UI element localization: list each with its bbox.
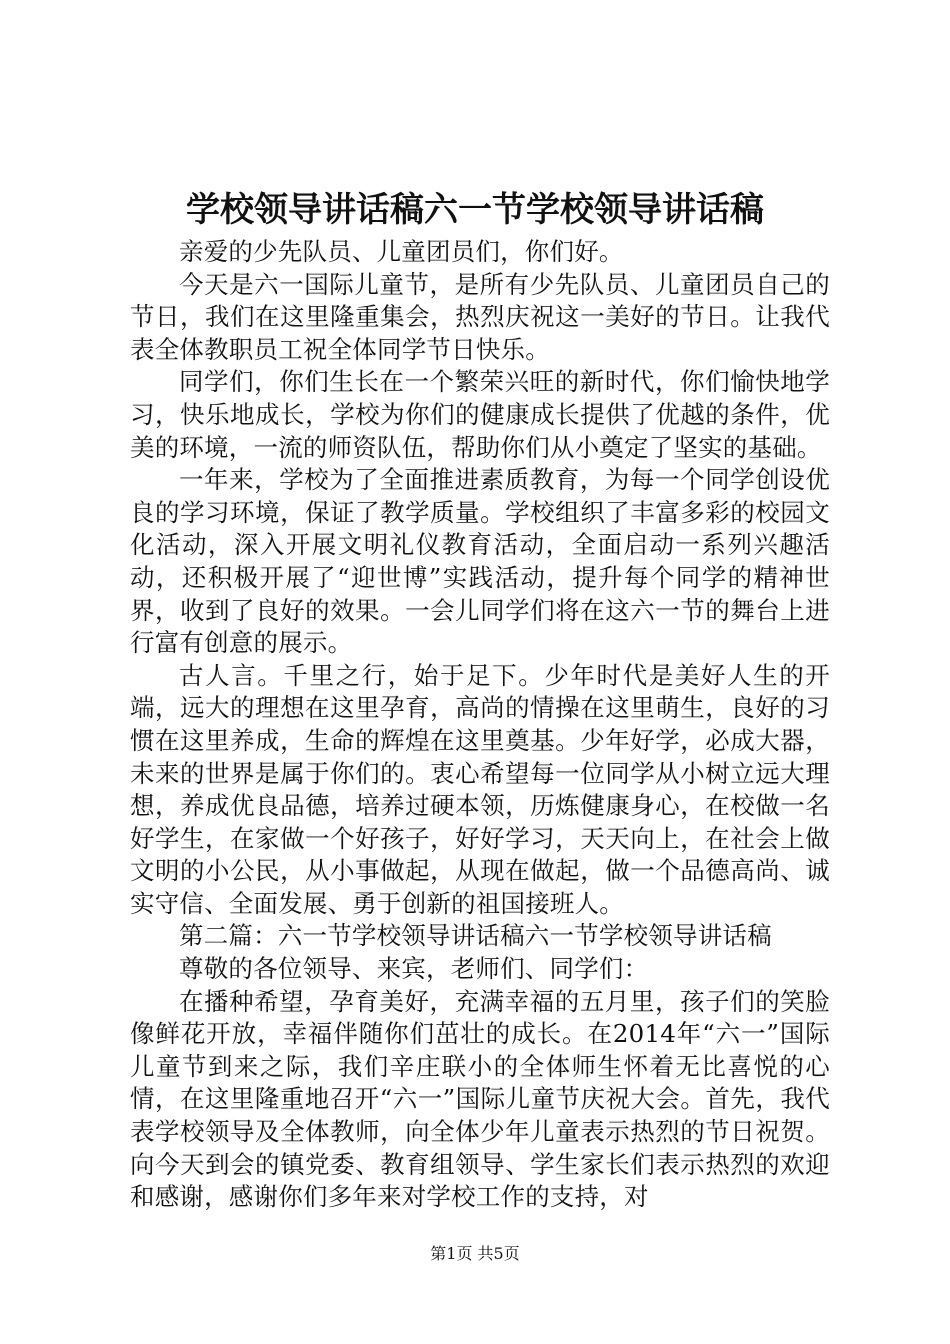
paragraph-ancient-saying: 古人言。千里之行，始于足下。少年时代是美好人生的开端，远大的理想在这里孕育，高尚的情操在这里萌生，良好的习惯在这里养成，生命的辉煌在这里奠基。少年好学，必成大器，未来的世界是属于你们的。衷心希望每一位同学从小树立远大理想，养成优良品德，培养过硬本领，历炼健康身心，在校做一名好学生，在家做一个好孩子，好好学习，天天向上，在社会上做文明的小公民，从小事做起，从现在做起，做一个品德高尚、诚实守信、全面发展、勇于创新的祖国接班人。 [130,660,830,918]
paragraph-may-hope: 在播种希望，孕育美好，充满幸福的五月里，孩子们的笑脸像鲜花开放，幸福伴随你们茁壮的成长。在2014年“六一”国际儿童节到来之际，我们辛庄联小的全体师生怀着无比喜悦的心情，在这里隆重地召开“六一”国际儿童节庆祝大会。首先，我代表学校领导及全体教师，向全体少年儿童表示热烈的节日祝贺。向今天到会的镇党委、教育组领导、学生家长们表示热烈的欢迎和感谢，感谢你们多年来对学校工作的支持，对 [130,986,830,1212]
document-body [130,236,830,1214]
section-heading-second: 第二篇：六一节学校领导讲话稿六一节学校领导讲话稿 [179,921,772,951]
paragraph-new-era: 同学们，你们生长在一个繁荣兴旺的新时代，你们愉快地学习，快乐地成长，学校为你们的健康成长提供了优越的条件，优美的环境，一流的师资队伍，帮助你们从小奠定了坚实的基础。 [130,367,830,462]
paragraph-childrens-day: 今天是六一国际儿童节，是所有少先队员、儿童团员自己的节日，我们在这里隆重集会，热烈庆祝这一美好的节日。让我代表全体教职员工祝全体同学节日快乐。 [130,269,830,364]
paragraph-school-year: 一年来，学校为了全面推进素质教育，为每一个同学创设优良的学习环境，保证了教学质量。学校组织了丰富多彩的校园文化活动，深入开展文明礼仪教育活动，全面启动一系列兴趣活动，还积极开展了“迎世博”实践活动，提升每个同学的精神世界，收到了良好的效果。一会儿同学们将在这六一节的舞台上进行富有创意的展示。 [130,465,830,658]
paragraph-salutation: 尊敬的各位领导、来宾，老师们、同学们： [179,954,649,984]
page-footer: 第1页 共5页 [430,1244,520,1263]
document-title: 学校领导讲话稿六一节学校领导讲话稿 [186,190,764,230]
paragraph-greeting: 亲爱的少先队员、儿童团员们，你们好。 [179,237,624,266]
